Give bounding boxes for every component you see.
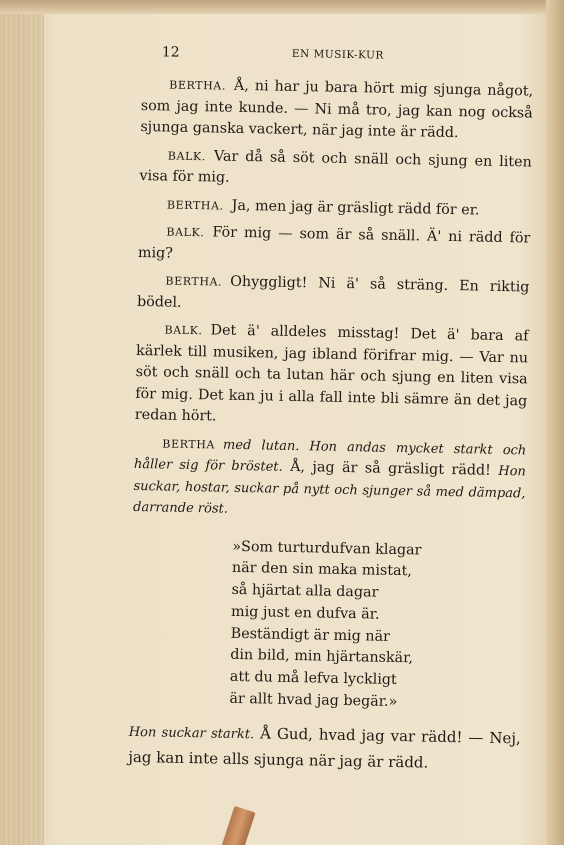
dialogue-paragraph [137, 270, 530, 321]
verse-line: mig just en dufva är. [230, 603, 380, 623]
dialogue-text: Ohyggligt! Ni ä' så sträng. En riktig bödel. [136, 273, 530, 311]
speaker-name: BALK. [166, 225, 205, 240]
verse-line: »Som turturdufvan klagar [232, 538, 422, 558]
page-number: 12 [161, 44, 180, 61]
dialogue-text: För mig — som är så snäll. Ä' ni rädd för mig? [137, 224, 531, 262]
dialogue-paragraph [138, 221, 531, 272]
verse-line: är allt hvad jag begär.» [229, 690, 398, 711]
song-verse [229, 536, 524, 716]
dialogue-paragraph [135, 319, 529, 434]
speaker-name: BERTHA. [166, 198, 224, 213]
verse-line: att du må lefva lyckligt [229, 669, 397, 689]
verse-line: din bild, min hjärtanskär, [230, 647, 414, 667]
dialogue-text: Var då så söt och snäll och sjung en liten visa för mig. [139, 147, 532, 186]
stage-direction: Hon suckar starkt. [128, 724, 255, 743]
bookmark-ribbon [219, 806, 256, 845]
stage-direction: med lutan. Hon andas mycket starkt och håller sig för bröstet. [133, 437, 527, 475]
dialogue-paragraph [140, 74, 533, 146]
dialogue-paragraph [139, 144, 532, 195]
speaker-name: BERTHA. [165, 274, 223, 289]
closing-paragraph [128, 719, 521, 777]
stacked-page-edges [0, 0, 44, 845]
page-header [142, 44, 534, 72]
verse-line: Beständigt är mig när [230, 625, 391, 645]
dialogue-text: Å Gud, hvad jag var rädd! — Nej, jag kan inte alls sjunga när jag är rädd. [128, 724, 521, 772]
speaker-name: BALK. [167, 149, 207, 163]
verse-line: så hjärtat alla dagar [231, 581, 379, 601]
stage-direction-paragraph [133, 432, 527, 526]
dialogue-text: Å, jag är så gräsligt rädd! [289, 458, 492, 479]
speaker-name: BERTHA [162, 436, 216, 451]
stage-direction: Hon suckar, hostar, suckar på nytt och sjunger så med dämpad, darrande röst. [132, 463, 526, 517]
dialogue-text: Ja, men jag är gräsligt rädd för er. [231, 197, 480, 219]
dialogue-paragraph [139, 193, 531, 222]
speaker-name: BERTHA. [169, 78, 227, 93]
right-page-edge [546, 0, 564, 845]
dialogue-text: Å, ni har ju bara hört mig sjunga något, som jag inte kunde. — Ni må tro, jag kan nog också sjunga ganska vackert, när jag inte är rädd. [140, 77, 534, 142]
top-page-edge [0, 0, 564, 14]
running-head: EN MUSIK-KUR [291, 47, 384, 62]
verse-line: när den sin maka mistat, [231, 560, 413, 580]
dialogue-text: Det ä' alldeles misstag! Det ä' bara af kärlek till musiken, jag ibland förifrar mig. — Var nu söt och snäll och ta lutan här och sjung en liten visa för mig. Det kan ju i alla fall inte bli sämre än det jag redan hört. [134, 322, 529, 425]
page-text [128, 44, 534, 782]
speaker-name: BALK. [164, 323, 203, 338]
